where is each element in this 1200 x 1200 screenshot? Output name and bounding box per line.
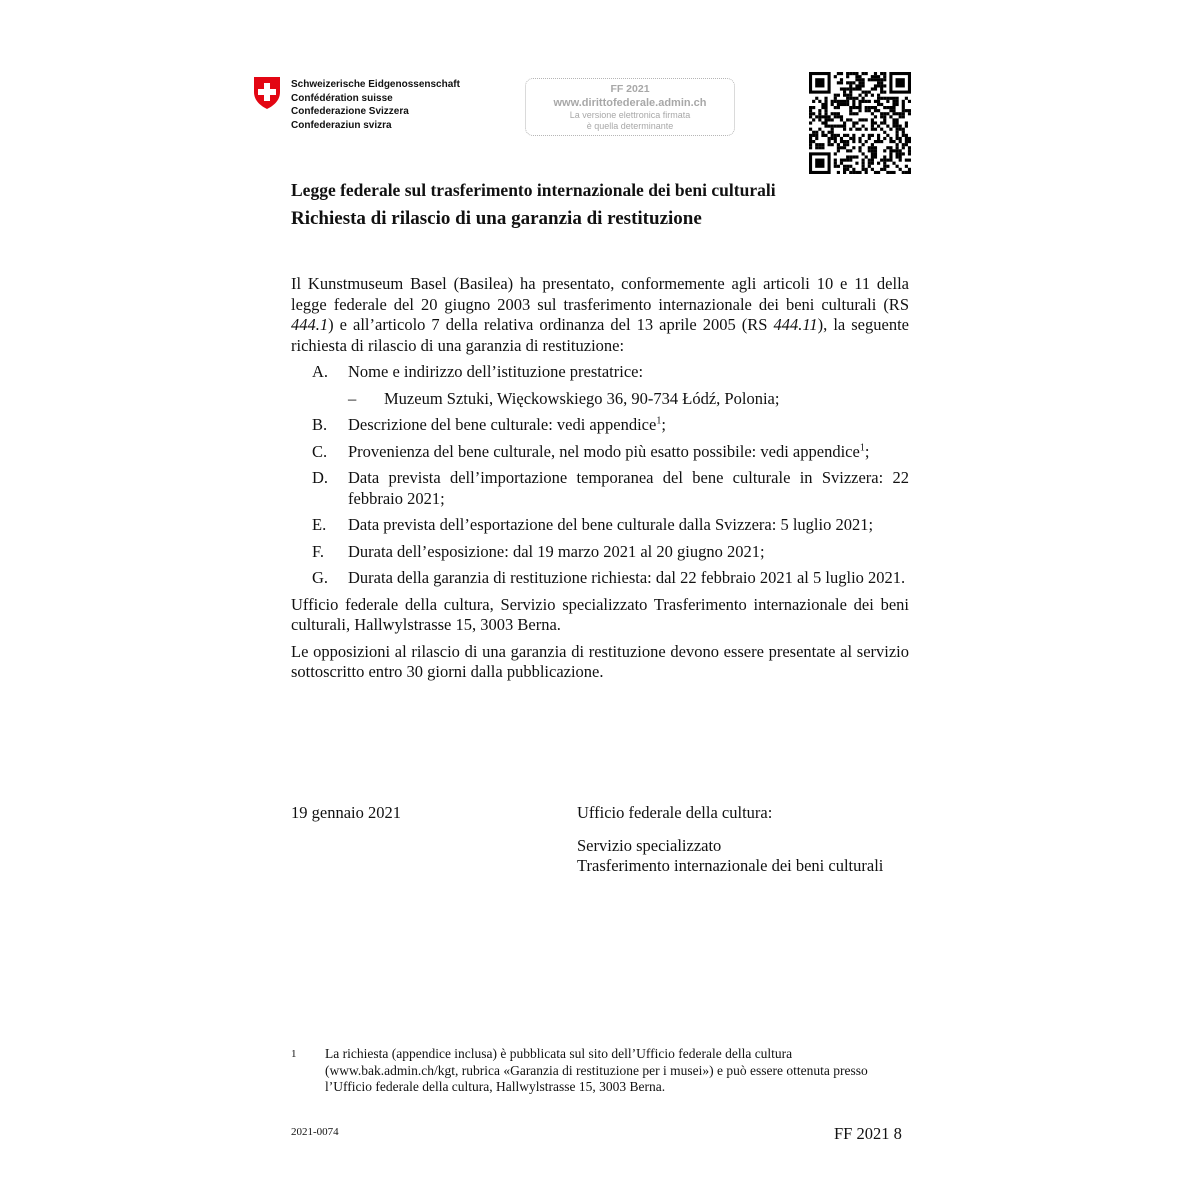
document-body [291, 274, 909, 683]
footnote-ref: 1 [859, 442, 865, 453]
objection-notice: Le opposizioni al rilascio di una garanzia di restituzione devono essere presentate al servizio sottoscritto entro 30 giorni dalla pubblicazione. [291, 641, 909, 681]
list-item: E. Data prevista dell’esportazione del bene culturale dalla Svizzera: 5 luglio 2021; [312, 515, 874, 534]
qr-code-icon [809, 72, 911, 174]
page-reference: FF 2021 8 [834, 1124, 902, 1143]
lender-address: – Muzeum Sztuki, Więckowskiego 36, 90-734 Łódź, Polonia; [348, 388, 780, 408]
office-address: Ufficio federale della cultura, Servizio specializzato Trasferimento internazionale dei beni culturali, Hallwylstrasse 15, 3003 Berna. [291, 594, 909, 634]
agency-name [291, 78, 460, 132]
page-title: Richiesta di rilascio di una garanzia di restituzione [291, 208, 702, 229]
agency-line-de: Schweizerische Eidgenossenschaft [291, 79, 460, 90]
rs-reference-1: 444.1 [291, 315, 329, 334]
document-number: 2021-0074 [291, 1126, 339, 1138]
list-item: D. Data prevista dell’importazione temporanea del bene culturale in Svizzera: 22 febbraio 2021; [312, 468, 909, 508]
signature-date: 19 gennaio 2021 [291, 803, 401, 822]
footnote-text: La richiesta (appendice inclusa) è pubblicata sul sito dell’Ufficio federale della cultura (www.bak.admin.ch/kgt, rubrica «Garanzia di restituzione per i musei») e può essere ottenuta presso l’Ufficio federale della cultura, Hallwylstrasse 15, 3003 Berna. [325, 1046, 868, 1094]
footnote-ref: 1 [656, 415, 662, 427]
footnote-number: 1 [291, 1048, 297, 1060]
list-item: A. Nome e indirizzo dell’istituzione prestatrice: – Muzeum Sztuki, Więckowskiego 36, 90-734 Łódź, Polonia; [291, 362, 909, 409]
signature-department: Trasferimento internazionale dei beni culturali [577, 856, 884, 875]
signature-block [577, 803, 883, 877]
stamp-note-2: è quella determinante [586, 121, 674, 131]
swiss-cross-icon [253, 76, 281, 110]
list-item: B. Descrizione del bene culturale: vedi appendice$^1$; [312, 415, 666, 434]
agency-line-it: Confederazione Svizzera [291, 106, 409, 117]
footnote [291, 1046, 911, 1096]
law-title: Legge federale sul trasferimento internazionale dei beni culturali [291, 180, 776, 200]
list-item: F. Durata dell’esposizione: dal 19 marzo 2021 al 20 giugno 2021; [312, 541, 765, 561]
stamp-ff: FF 2021 [610, 83, 650, 95]
rs-reference-2: 444.11 [773, 315, 818, 334]
swiss-emblem-logo [253, 76, 281, 115]
signature-service: Servizio specializzato [577, 835, 722, 855]
agency-line-rm: Confederaziun svizra [291, 119, 392, 131]
list-item: C. Provenienza del bene culturale, nel modo più esatto possibile: vedi appendice$^1$; [312, 441, 870, 461]
stamp-url: www.dirittofederale.admin.ch [553, 97, 707, 109]
signature-office: Ufficio federale della cultura: [577, 803, 773, 822]
list-item: G. Durata della garanzia di restituzione richiesta: dal 22 febbraio 2021 al 5 luglio 2021. [312, 568, 906, 587]
agency-line-fr: Confédération suisse [291, 92, 393, 104]
electronic-signature-stamp [525, 78, 735, 136]
request-items-list [291, 362, 909, 589]
stamp-note-1: La versione elettronica firmata [569, 110, 691, 120]
intro-paragraph: Il Kunstmuseum Basel (Basilea) ha presentato, conformemente agli articoli 10 e 11 della legge federale del 20 giugno 2003 sul trasferimento internazionale dei beni culturali (RS 444.1) e all’articolo 7 della relativa ordinanza del 13 aprile 2005 (RS 444.11), la seguente richiesta di rilascio di una garanzia di restituzione: [291, 274, 909, 355]
